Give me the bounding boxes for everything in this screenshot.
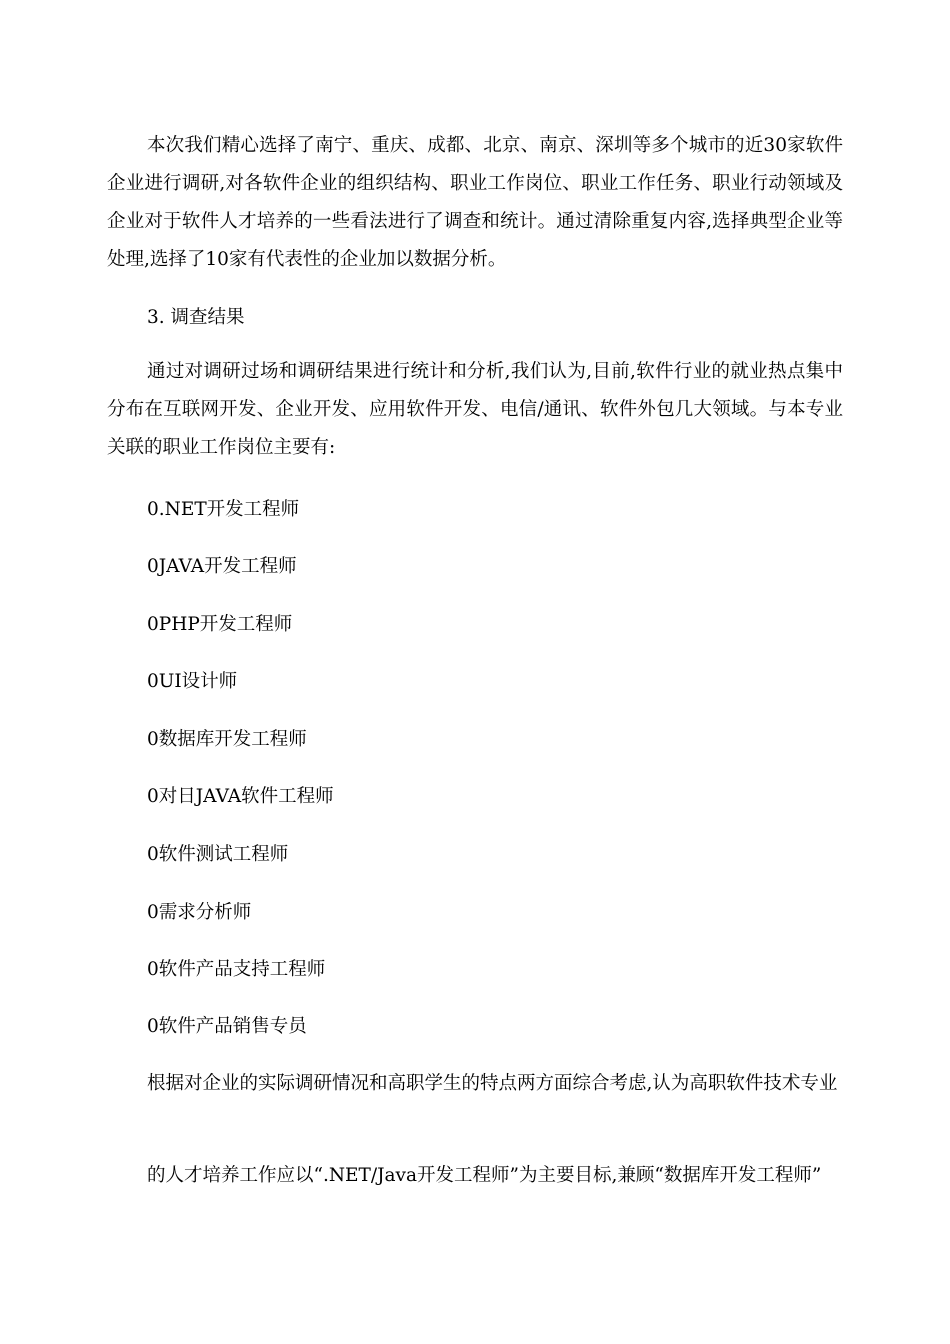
- results-paragraph: 通过对调研过场和调研结果进行统计和分析,我们认为,目前,软件行业的就业热点集中分布在互联网开发、企业开发、应用软件开发、电信/通讯、软件外包几大领域。与本专业关联的职业工作岗位主要有:: [107, 361, 843, 458]
- list-item: 0数据库开发工程师: [147, 729, 307, 750]
- final-paragraph: 的人才培养工作应以“.NET/Java开发工程师”为主要目标,兼顾“数据库开发工程师”: [147, 1165, 822, 1186]
- list-item: 0需求分析师: [147, 902, 252, 923]
- intro-paragraph: 本次我们精心选择了南宁、重庆、成都、北京、南京、深圳等多个城市的近30家软件企业进行调研,对各软件企业的组织结构、职业工作岗位、职业工作任务、职业行动领域及企业对于软件人才培养的一些看法进行了调查和统计。通过清除重复内容,选择典型企业等处理,选择了10家有代表性的企业加以数据分析。: [107, 135, 843, 270]
- list-item: 0JAVA开发工程师: [147, 556, 297, 577]
- list-item: 0软件测试工程师: [147, 844, 289, 865]
- conclusion-paragraph: 根据对企业的实际调研情况和高职学生的特点两方面综合考虑,认为高职软件技术专业: [147, 1073, 838, 1094]
- list-item: 0对日JAVA软件工程师: [147, 786, 334, 807]
- list-item: 0.NET开发工程师: [147, 499, 300, 520]
- section-heading: 3. 调查结果: [147, 307, 245, 328]
- list-item: 0PHP开发工程师: [147, 614, 293, 635]
- list-item: 0UI设计师: [147, 671, 238, 692]
- list-item: 0软件产品销售专员: [147, 1016, 307, 1037]
- list-item: 0软件产品支持工程师: [147, 959, 326, 980]
